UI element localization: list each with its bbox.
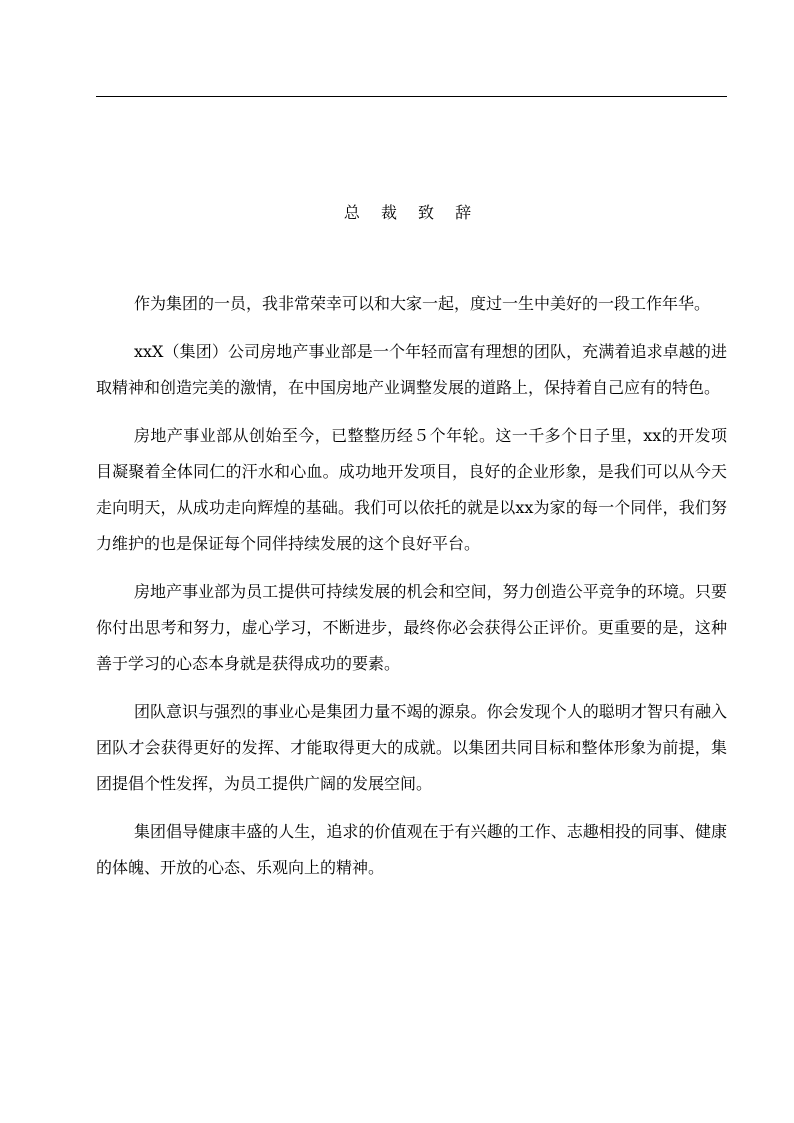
header-rule — [96, 96, 727, 97]
page-title: 总 裁 致 辞 — [343, 203, 480, 222]
document-body — [96, 286, 727, 898]
paragraph: 团队意识与强烈的事业心是集团力量不竭的源泉。你会发现个人的聪明才智只有融入团队才会获得更好的发挥、才能取得更大的成就。以集团共同目标和整体形象为前提，集团提倡个性发挥，为员工提供广阔的发展空间。 — [96, 702, 727, 793]
paragraph: 房地产事业部为员工提供可持续发展的机会和空间，努力创造公平竞争的环境。只要你付出思考和努力，虚心学习，不断进步，最终你必会获得公正评价。更重要的是，这种善于学习的心态本身就是获得成功的要素。 — [96, 582, 727, 673]
paragraph: 集团倡导健康丰盛的人生，追求的价值观在于有兴趣的工作、志趣相投的同事、健康的体魄、开放的心态、乐观向上的精神。 — [96, 822, 727, 877]
paragraph: 作为集团的一员，我非常荣幸可以和大家一起，度过一生中美好的一段工作年华。 — [134, 294, 711, 313]
paragraph: 房地产事业部从创始至今，已整整历经５个年轮。这一千多个日子里，xx的开发项目凝聚着全体同仁的汗水和心血。成功地开发项目，良好的企业形象，是我们可以从今天走向明天，从成功走向辉煌的基础。我们可以依托的就是以xx为家的每一个同伴，我们努力维护的也是保证每个同伴持续发展的这个良好平台。 — [96, 426, 727, 553]
paragraph: xxX（集团）公司房地产事业部是一个年轻而富有理想的团队，充满着追求卓越的进取精神和创造完美的激情，在中国房地产业调整发展的道路上，保持着自己应有的特色。 — [96, 342, 727, 397]
